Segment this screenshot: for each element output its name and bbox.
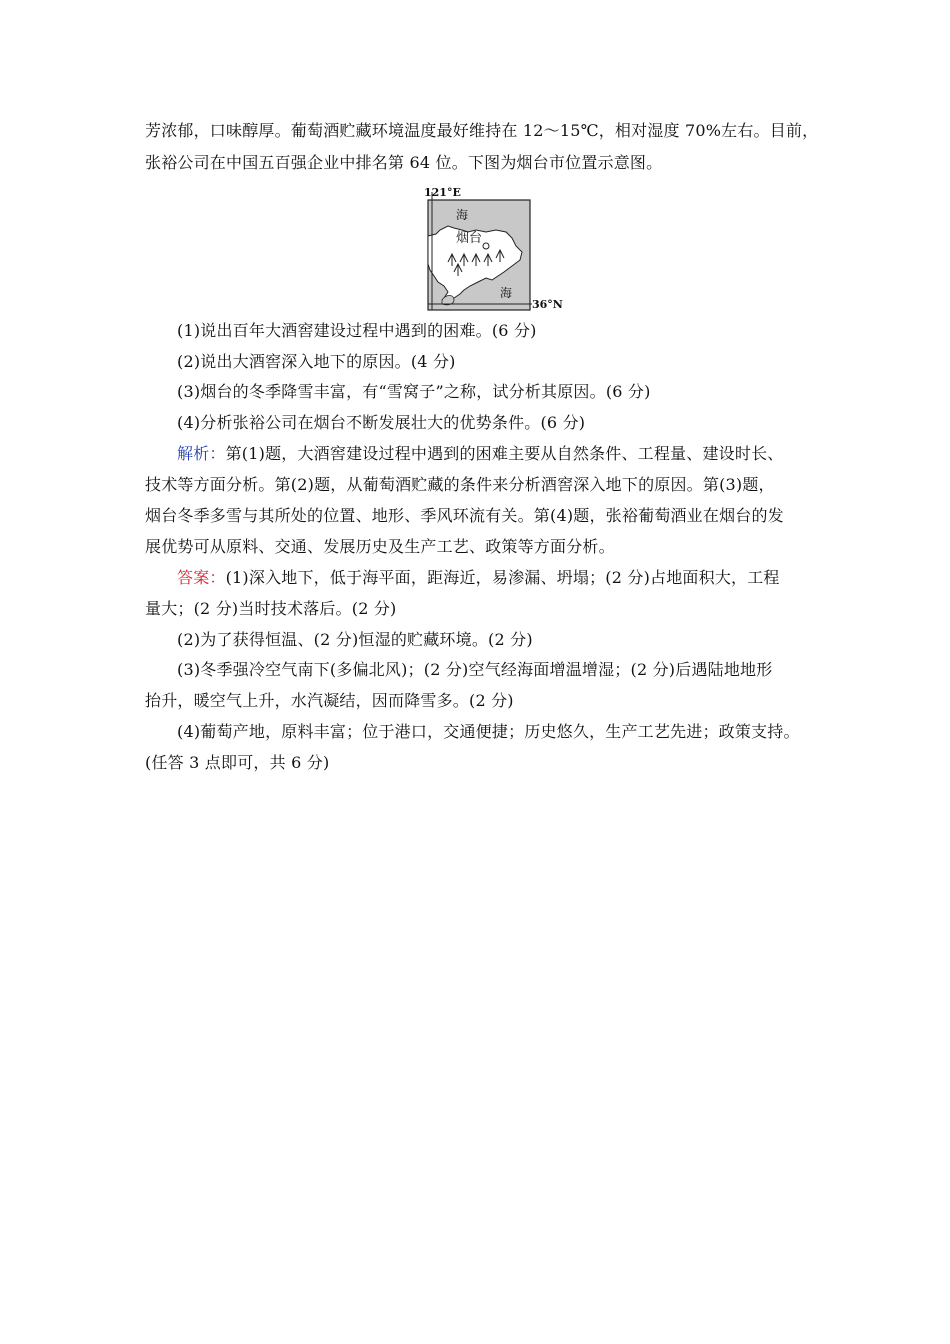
- paragraph-line-2: 张裕公司在中国五百强企业中排名第 64 位。下图为烟台市位置示意图。: [145, 153, 663, 172]
- analysis-line-1: [177, 444, 783, 464]
- answer-1-text-1: (1)深入地下，低于海平面，距海近，易渗漏、坍塌；(2 分)占地面积大，工程: [225, 568, 780, 587]
- answer-3-line-1: (3)冬季强冷空气南下(多偏北风)；(2 分)空气经海面增温增湿；(2 分)后遇陆地地形: [177, 660, 773, 679]
- analysis-line-4: 展优势可从原料、交通、发展历史及生产工艺、政策等方面分析。: [145, 537, 615, 556]
- map-graphic: [420, 186, 550, 314]
- answer-2: (2)为了获得恒温、(2 分)恒湿的贮藏环境。(2 分): [177, 630, 533, 649]
- analysis-label: 解析：: [177, 444, 226, 463]
- map-longitude-label: 121°E: [424, 186, 461, 199]
- map-sea-label-top: 海: [456, 208, 469, 222]
- answer-1-line-2: 量大；(2 分)当时技术落后。(2 分): [145, 599, 397, 618]
- answer-4-line-1: (4)葡萄产地，原料丰富；位于港口，交通便捷；历史悠久，生产工艺先进；政策支持。: [177, 722, 800, 741]
- question-3: (3)烟台的冬季降雪丰富，有“雪窝子”之称，试分析其原因。(6 分): [177, 382, 651, 401]
- answer-3-line-2: 抬升，暖空气上升，水汽凝结，因而降雪多。(2 分): [145, 691, 514, 710]
- answer-line-1: [177, 568, 780, 588]
- map-city-label: 烟台: [456, 231, 483, 246]
- map-city-marker: [483, 243, 489, 249]
- question-1: (1)说出百年大酒窖建设过程中遇到的困难。(6 分): [177, 321, 537, 340]
- question-4: (4)分析张裕公司在烟台不断发展壮大的优势条件。(6 分): [177, 413, 586, 432]
- answer-4-line-2: (任答 3 点即可，共 6 分): [145, 753, 330, 772]
- question-2: (2)说出大酒窖深入地下的原因。(4 分): [177, 352, 456, 371]
- analysis-line-2: 技术等方面分析。第(2)题，从葡萄酒贮藏的条件来分析酒窖深入地下的原因。第(3)题，: [145, 475, 775, 494]
- map-latitude-label: 36°N: [532, 298, 563, 311]
- answer-label: 答案：: [177, 568, 226, 587]
- analysis-text-1: 第(1)题，大酒窖建设过程中遇到的困难主要从自然条件、工程量、建设时长、: [225, 444, 784, 463]
- paragraph-line-1: 芳浓郁，口味醇厚。葡萄酒贮藏环境温度最好维持在 12～15℃，相对湿度 70%左右。目前，: [145, 121, 819, 140]
- analysis-line-3: 烟台冬季多雪与其所处的位置、地形、季风环流有关。第(4)题，张裕葡萄酒业在烟台的发: [145, 506, 784, 525]
- map-sea-label-bottom: 海: [500, 286, 513, 300]
- yantai-location-map: [420, 186, 563, 314]
